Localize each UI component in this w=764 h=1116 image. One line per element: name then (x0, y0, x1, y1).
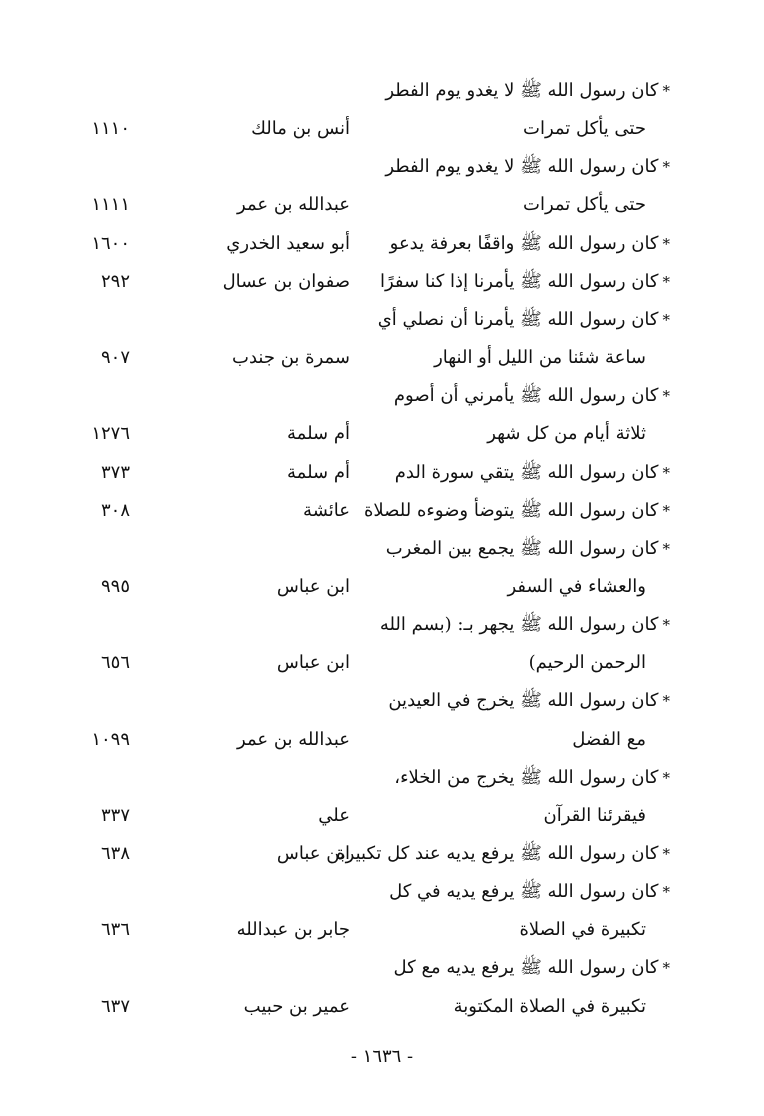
index-row (0, 494, 764, 532)
index-row (0, 341, 764, 379)
asterisk-marker: * (662, 539, 670, 558)
hadith-number: ١١١١ (91, 194, 130, 216)
hadith-text (330, 875, 670, 909)
hadith-line: كان رسول الله ﷺ يأمرني أن أصوم (393, 385, 659, 407)
index-row (0, 188, 764, 226)
hadith-text (330, 684, 670, 718)
narrator-name: سمرة بن جندب (232, 347, 350, 369)
asterisk-marker: * (662, 463, 670, 482)
asterisk-marker: * (662, 501, 670, 520)
hadith-line: كان رسول الله ﷺ يجهر بـ: (بسم الله (379, 614, 659, 636)
hadith-line: حتى يأكل تمرات (523, 118, 646, 140)
hadith-line: كان رسول الله ﷺ يتقي سورة الدم (394, 461, 659, 483)
hadith-line: تكبيرة في الصلاة (519, 919, 646, 941)
hadith-line: كان رسول الله ﷺ لا يغدو يوم الفطر (385, 80, 659, 101)
index-row (0, 74, 764, 112)
hadith-number: ٣٣٧ (100, 804, 130, 826)
hadith-number: ٦٣٨ (100, 843, 130, 864)
hadith-line: حتى يأكل تمرات (523, 194, 646, 216)
hadith-text (330, 837, 670, 871)
narrator-name: صفوان بن عسال (222, 270, 350, 292)
hadith-number: ١٠٩٩ (91, 728, 130, 750)
hadith-text (306, 646, 646, 680)
index-row (0, 646, 764, 684)
index-row (0, 379, 764, 417)
hadith-text (330, 532, 670, 566)
hadith-line: والعشاء في السفر (507, 575, 646, 597)
index-row (0, 913, 764, 951)
hadith-line: كان رسول الله ﷺ يخرج من الخلاء، (394, 766, 659, 788)
narrator-name: عمير بن حبيب (243, 995, 350, 1017)
index-row (0, 417, 764, 455)
index-row (0, 456, 764, 494)
narrator-name: علي (318, 804, 350, 826)
hadith-text (330, 608, 670, 642)
hadith-text (306, 341, 646, 375)
hadith-line: مع الفضل (572, 728, 646, 750)
index-row (0, 723, 764, 761)
hadith-line: كان رسول الله ﷺ يرفع يديه مع كل (393, 957, 659, 979)
hadith-text (330, 150, 670, 184)
hadith-text (306, 990, 646, 1024)
hadith-text (330, 761, 670, 795)
hadith-line: كان رسول الله ﷺ يأمرنا إذا كنا سفرًا (380, 270, 659, 292)
hadith-line: ثلاثة أيام من كل شهر (487, 423, 646, 445)
hadith-number: ١١١٠ (91, 118, 130, 140)
index-row (0, 150, 764, 188)
hadith-line: كان رسول الله ﷺ يتوضأ وضوءه للصلاة (364, 499, 659, 521)
hadith-number: ٦٣٧ (100, 995, 130, 1017)
hadith-text (330, 494, 670, 528)
asterisk-marker: * (662, 845, 670, 863)
narrator-name: أم سلمة (287, 423, 350, 445)
asterisk-marker: * (662, 768, 670, 787)
hadith-number: ٦٥٦ (100, 652, 130, 674)
hadith-line: كان رسول الله ﷺ واقفًا بعرفة يدعو (389, 232, 659, 254)
narrator-name: عبدالله بن عمر (237, 728, 350, 750)
hadith-text (306, 417, 646, 451)
narrator-name: ابن عباس (276, 575, 350, 597)
asterisk-marker: * (662, 959, 670, 978)
hadith-number: ١٢٧٦ (91, 423, 130, 445)
hadith-number: ٩٩٥ (100, 575, 130, 597)
index-row (0, 265, 764, 303)
asterisk-marker: * (662, 310, 670, 329)
hadith-text (330, 456, 670, 490)
hadith-line: كان رسول الله ﷺ يأمرنا أن نصلي أي (377, 308, 659, 330)
index-row (0, 112, 764, 150)
hadith-line: كان رسول الله ﷺ لا يغدو يوم الفطر (385, 156, 659, 178)
asterisk-marker: * (662, 883, 670, 902)
hadith-text (330, 227, 670, 261)
index-row (0, 227, 764, 265)
hadith-line: كان رسول الله ﷺ يرفع يديه عند كل تكبيرة (336, 843, 659, 864)
hadith-number: ١٦٠٠ (91, 232, 130, 254)
index-row (0, 303, 764, 341)
hadith-text (306, 112, 646, 146)
hadith-text (306, 723, 646, 757)
hadith-text (330, 951, 670, 985)
hadith-number: ٢٩٢ (100, 270, 130, 292)
asterisk-marker: * (662, 616, 670, 635)
hadith-line: تكبيرة في الصلاة المكتوبة (453, 995, 646, 1017)
asterisk-marker: * (662, 158, 670, 177)
page-number: - ١٦٣٦ - (350, 1046, 414, 1067)
hadith-number: ٩٠٧ (100, 347, 130, 369)
narrator-name: ابن عباس (276, 843, 350, 864)
index-row (0, 570, 764, 608)
hadith-text (306, 799, 646, 833)
index-row (0, 990, 764, 1028)
index-row (0, 761, 764, 799)
hadith-line: كان رسول الله ﷺ يجمع بين المغرب (385, 537, 659, 559)
hadith-line: كان رسول الله ﷺ يخرج في العيدين (388, 690, 659, 712)
hadith-number: ٣٠٨ (100, 499, 130, 521)
hadith-text (306, 188, 646, 222)
hadith-line: كان رسول الله ﷺ يرفع يديه في كل (389, 881, 659, 903)
hadith-text (306, 913, 646, 947)
hadith-line: فيقرئنا القرآن (543, 804, 646, 826)
narrator-name: أنس بن مالك (251, 118, 350, 140)
index-row (0, 875, 764, 913)
index-row (0, 837, 764, 875)
hadith-text (330, 379, 670, 413)
asterisk-marker: * (662, 272, 670, 291)
narrator-name: أبو سعيد الخدري (226, 232, 350, 254)
narrator-name: أم سلمة (287, 461, 350, 483)
hadith-line: الرحمن الرحيم) (528, 652, 646, 674)
narrator-name: جابر بن عبدالله (236, 919, 350, 941)
hadith-text (330, 74, 670, 108)
index-row (0, 799, 764, 837)
hadith-text (330, 265, 670, 299)
narrator-name: ابن عباس (276, 652, 350, 674)
index-row (0, 684, 764, 722)
index-row (0, 532, 764, 570)
asterisk-marker: * (662, 82, 670, 100)
index-row (0, 951, 764, 989)
hadith-text (330, 303, 670, 337)
hadith-line: ساعة شئنا من الليل أو النهار (434, 347, 646, 369)
hadith-text (306, 570, 646, 604)
narrator-name: عبدالله بن عمر (237, 194, 350, 216)
asterisk-marker: * (662, 234, 670, 253)
index-row (0, 608, 764, 646)
hadith-number: ٦٣٦ (100, 919, 130, 941)
hadith-number: ٣٧٣ (100, 461, 130, 483)
asterisk-marker: * (662, 387, 670, 406)
asterisk-marker: * (662, 692, 670, 711)
narrator-name: عائشة (303, 499, 350, 521)
